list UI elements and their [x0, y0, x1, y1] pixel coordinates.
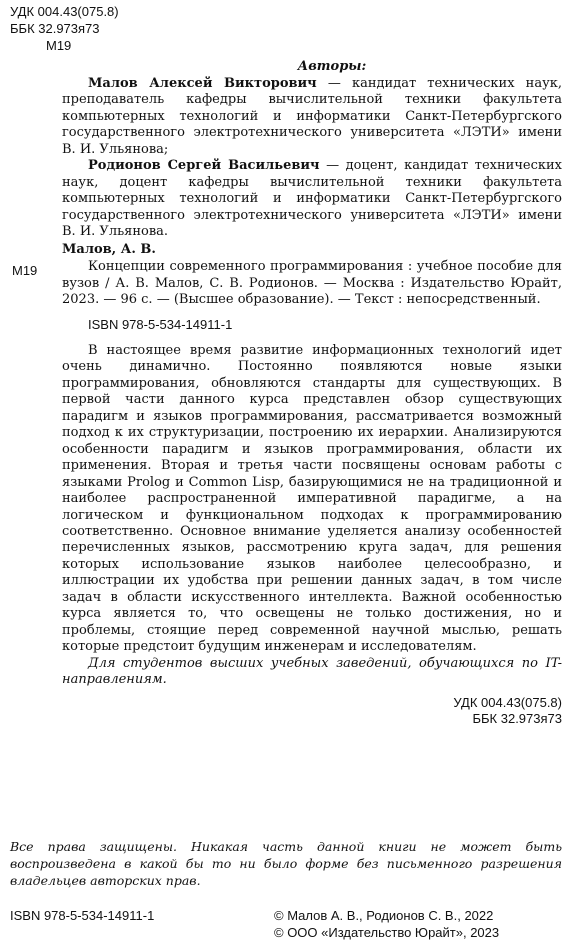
author-name: Родионов Сергей Васильевич: [88, 158, 320, 173]
author-description: — кандидат технических наук, преподаватель кафедры вычислительной техники факультета компьютерных технологий и информатики Санкт-Петербургского государственного электротехнического университета «ЛЭТИ» имени В. И. Ульянова;: [62, 75, 562, 157]
footer-isbn: ISBN 978-5-534-14911-1: [10, 908, 155, 923]
bib-body: [62, 259, 562, 728]
authors-section: [62, 59, 562, 241]
copyright-publisher: © ООО «Издательство Юрайт», 2023: [274, 925, 500, 940]
header-code: М19: [46, 38, 72, 53]
header-udk: УДК 004.43(075.8): [10, 4, 119, 19]
author-name: Малов Алексей Викторович: [88, 75, 317, 91]
bib-audience: Для студентов высших учебных заведений, обучающихся по IT-направлениям.: [62, 655, 562, 688]
bib-bbk: ББК 32.973я73: [472, 711, 562, 727]
bib-udk: УДК 004.43(075.8): [453, 694, 562, 710]
authors-heading: Авторы:: [297, 59, 367, 74]
bib-author: Малов, А. В.: [62, 242, 156, 257]
author-entry-malov: [62, 76, 562, 159]
bib-isbn: ISBN 978-5-534-14911-1: [88, 316, 233, 332]
bib-abstract: В настоящее время развитие информационных технологий идет очень динамично. Постоянно появляются новые языки программирования, обновляются стандарты для существующих. В первой части данного курса представлен обзор существующих парадигм и языков программирования, рассматривается возможный подход к их структуризации, построению их иерархии. Анализируются особенности парадигм и языков программирования, области их применения. Вторая и третья части посвящены основам работы с языками Prolog и Common Lisp, базирующимися не на традиционной и наиболее распространенной императивной парадигме, а на логическом и функциональном подходах к программированию соответственно. Основное внимание уделяется анализу особенностей перечисленных языков, рассмотрению круга задач, для решения которых использование языков наиболее целесообразно, и иллюстрации их удобства при решении данных задач, в том числе задач в области искусственного интеллекта. Важной особенностью курса является то, что освещены не только достижения, но и проблемы, стоящие перед современной научной мыслью, решать которые предстоит будущим инженерам и исследователям.: [62, 343, 562, 655]
author-description: — доцент, кандидат технических наук, доцент кафедры вычислительной техники факультета компьютерных технологий и информатики Санкт-Петербургского государственного электротехнического университета «ЛЭТИ» имени В. И. Ульянова.: [62, 158, 563, 239]
copyright-authors: © Малов А. В., Родионов С. В., 2022: [274, 908, 494, 923]
bib-record: Концепции современного программирования : учебное пособие для вузов / А. В. Малов, С. В. Родионов. — Москва : Издательство Юрайт, 2023. — 96 с. — (Высшее образование). — Текст : непосредственный.: [62, 259, 562, 307]
bib-code: М19: [12, 263, 38, 278]
rights-notice: Все права защищены. Никакая часть данной книги не может быть воспроизведена в какой бы то ни было форме без письменного разрешения владельцев авторских прав.: [10, 839, 562, 888]
header-bbk: ББК 32.973я73: [10, 21, 100, 36]
author-entry-rodionov: [62, 158, 562, 241]
